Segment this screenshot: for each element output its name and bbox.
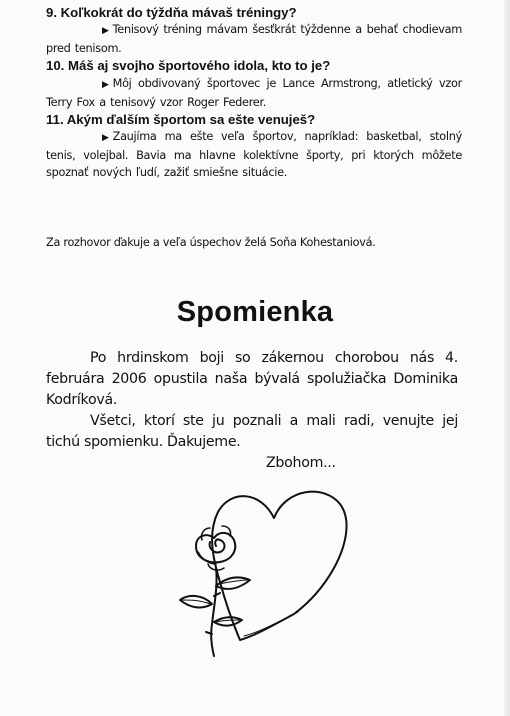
answer-9 bbox=[46, 21, 462, 57]
question-11: 11. Akým ďalším športom sa ešte venuješ? bbox=[46, 111, 316, 127]
memorial-paragraph-1: Po hrdinskom boji so zákernou chorobou nás 4. februára 2006 opustila naša bývalá spolužiačka Dominika Kodríková. bbox=[46, 350, 458, 408]
memorial-title: Spomienka bbox=[176, 296, 334, 328]
answer-9-text: Tenisový tréning mávam šesťkrát týždenne a behať chodievam pred tenisom. bbox=[46, 23, 462, 56]
question-10: 10. Máš aj svojho športového idola, kto to je? bbox=[46, 58, 331, 74]
answer-10-text: Môj obdivovaný športovec je Lance Armstrong, atletický vzor Terry Fox a tenisový vzor Roger Federer. bbox=[46, 76, 462, 109]
farewell-text: Zbohom... bbox=[266, 455, 336, 471]
triangle-bullet-icon: ▶ bbox=[102, 133, 109, 144]
interview-section bbox=[46, 4, 462, 181]
interview-closing: Za rozhovor ďakuje a veľa úspechov želá Soňa Kohestaniová. bbox=[46, 236, 376, 249]
answer-11 bbox=[46, 128, 462, 181]
answer-10 bbox=[46, 75, 462, 111]
memorial-text bbox=[46, 348, 458, 453]
triangle-bullet-icon: ▶ bbox=[102, 79, 109, 90]
memorial-paragraph-2: Všetci, ktorí ste ju poznali a mali radi, venujte jej tichú spomienku. Ďakujeme. bbox=[46, 413, 458, 450]
answer-11-text: Zaujíma ma ešte veľa športov, napríklad: basketbal, stolný tenis, volejbal. Bavia ma hlavne kolektívne športy, pri ktorých môžete spoznať nových ľudí, zažiť smiešne situácie. bbox=[46, 130, 462, 180]
heart-with-rose-drawing bbox=[174, 476, 354, 660]
scan-edge bbox=[504, 0, 510, 716]
question-9: 9. Koľkokrát do týždňa mávaš tréningy? bbox=[46, 5, 297, 20]
triangle-bullet-icon: ▶ bbox=[102, 26, 109, 37]
